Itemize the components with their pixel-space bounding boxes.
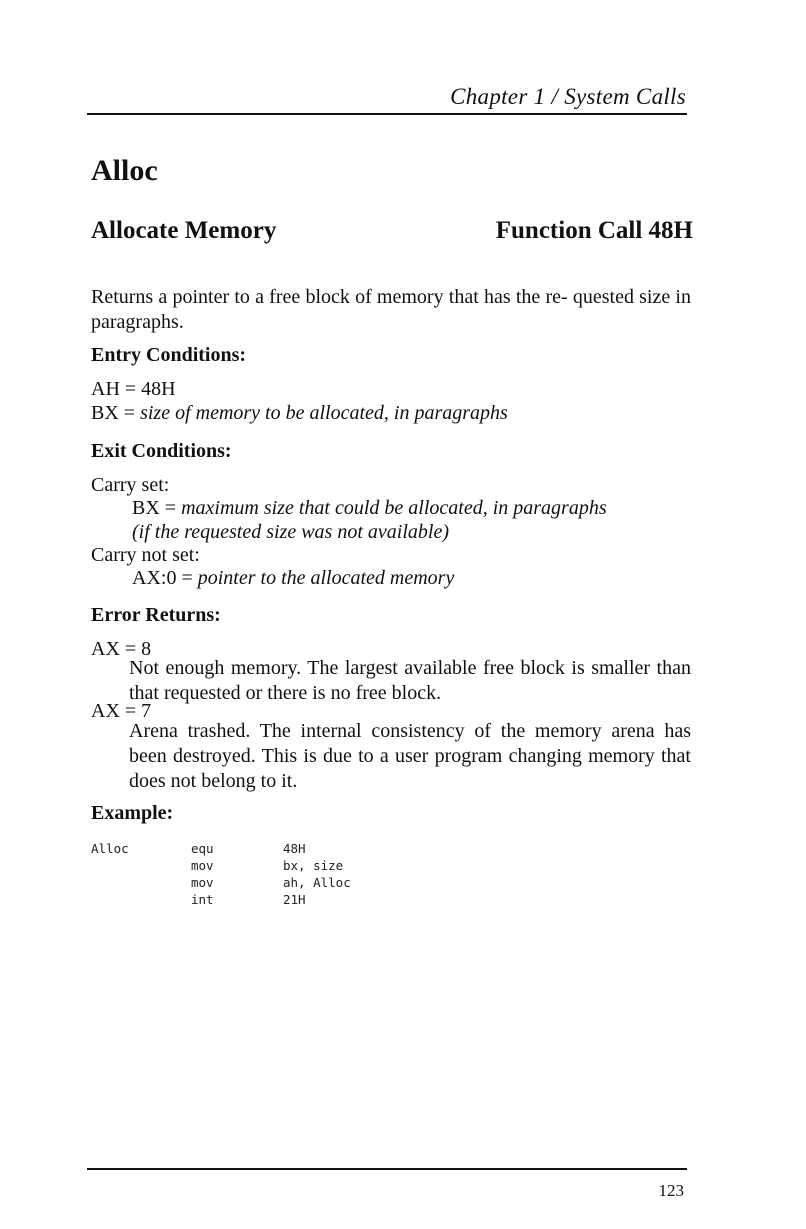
page-title: Alloc: [91, 154, 158, 187]
code-operand: 48H: [283, 841, 306, 856]
page-number: 123: [658, 1181, 684, 1200]
entry-value: 48H: [141, 378, 176, 400]
footer-rule: [87, 1168, 687, 1170]
error-returns-heading: Error Returns:: [91, 604, 221, 626]
entry-conditions-heading: Entry Conditions:: [91, 344, 247, 366]
exit-line: [91, 496, 732, 521]
entry-value: size of memory to be allocated, in paragraphs: [140, 402, 508, 424]
register: AH: [91, 378, 120, 400]
error-code: AX = 7: [91, 700, 152, 722]
code-operand: ah, Alloc: [283, 875, 351, 890]
section-subtitle: Allocate Memory: [91, 217, 277, 244]
exit-value: pointer to the allocated memory: [197, 567, 455, 589]
error-code: AX = 8: [91, 638, 152, 660]
carry-not-set-label: Carry not set:: [91, 544, 200, 566]
code-opcode: int: [191, 892, 214, 907]
header-rule: [87, 113, 687, 115]
equals-sign: =: [164, 497, 177, 519]
code-opcode: equ: [191, 841, 214, 856]
code-operand: 21H: [283, 892, 306, 907]
code-opcode: mov: [191, 875, 214, 890]
code-opcode: mov: [191, 858, 214, 873]
entry-line: [91, 401, 691, 426]
intro-paragraph: Returns a pointer to a free block of memory that has the re- quested size in paragraphs.: [91, 286, 691, 333]
error-description: Arena trashed. The internal consistency of the memory arena has been destroyed. This is due to a user program changing memory that does not belong to it.: [129, 720, 691, 792]
register: BX: [132, 497, 160, 519]
code-label: Alloc: [91, 841, 129, 856]
equals-sign: =: [124, 378, 137, 400]
example-heading: Example:: [91, 802, 174, 824]
exit-value: maximum size that could be allocated, in paragraphs: [181, 497, 607, 519]
exit-note: (if the requested size was not available): [132, 521, 449, 543]
exit-conditions-heading: Exit Conditions:: [91, 440, 232, 462]
equals-sign: =: [181, 567, 193, 589]
register: AX:0: [132, 567, 177, 589]
error-description: Not enough memory. The largest available free block is smaller than that requested or there is no free block.: [129, 657, 691, 704]
equals-sign: =: [123, 402, 136, 424]
entry-line: [91, 377, 691, 402]
exit-line: [91, 566, 732, 591]
code-operand: bx, size: [283, 858, 344, 873]
carry-set-label: Carry set:: [91, 474, 170, 496]
running-header: Chapter 1 / System Calls: [450, 84, 686, 109]
function-call-label: Function Call 48H: [495, 217, 693, 244]
register: BX: [91, 402, 119, 424]
